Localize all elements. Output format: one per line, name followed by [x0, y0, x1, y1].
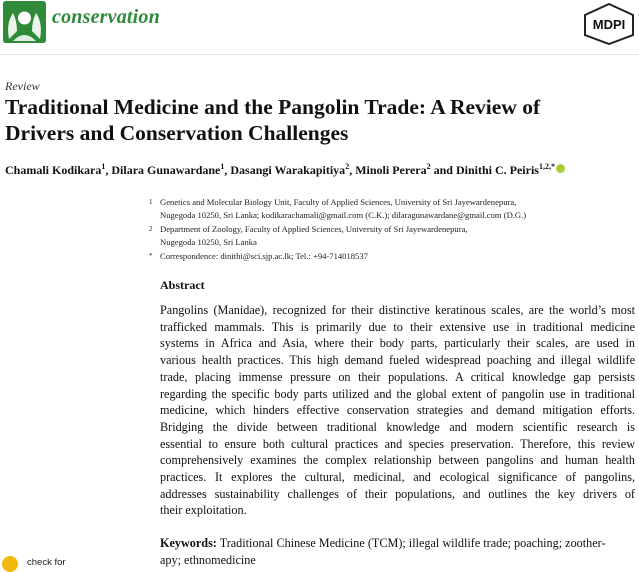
abstract-line: practices. It explores the cultural, medicinal, and ecological significance of pangolins, — [160, 470, 635, 485]
author-affiliation: 1,2,* — [538, 162, 555, 171]
check-for-updates-label[interactable]: check for — [27, 557, 66, 568]
keywords-line: apy; ethnomedicine — [160, 552, 256, 567]
author-affiliation: 1 — [220, 162, 225, 171]
affiliation — [149, 223, 468, 248]
affiliation-number: * — [149, 252, 153, 260]
article-title-line: Drivers and Conservation Challenges — [5, 121, 349, 145]
author-separator: and — [430, 163, 456, 177]
orcid-icon[interactable] — [556, 164, 565, 173]
abstract-body — [160, 302, 635, 519]
author-affiliation: 2 — [345, 162, 350, 171]
abstract-line: their exploitation. — [160, 503, 247, 518]
affiliation-number: 2 — [149, 225, 153, 233]
affiliation-line: Nugegoda 10250, Sri Lanka — [160, 236, 257, 247]
abstract-line: systems in Africa and Asia, where their body parts, particularly their scales, are used in — [160, 336, 635, 351]
abstract-line: Pangolins (Manidae), recognized for their distinctive keratinous scales, are the world’s most — [160, 303, 635, 317]
keywords-label: Keywords: — [160, 536, 217, 550]
keywords — [160, 535, 635, 568]
abstract-line: essential to ensure both cultural practices and species preservation. Therefore, this review — [160, 436, 635, 451]
abstract-line: addresses sustainability challenges of their populations, and outlines the key drivers of — [160, 486, 635, 501]
affiliation-number: 1 — [149, 198, 153, 206]
article-type: Review — [5, 79, 40, 93]
abstract-heading: Abstract — [160, 278, 205, 292]
abstract-line: Bridging the divide between traditional knowledge and modern scientific research is — [160, 419, 635, 434]
conservation-journal-logo-icon — [3, 1, 46, 43]
abstract-line: comprehensively examines the complex relationship between pangolins and human health — [160, 453, 635, 468]
abstract-line: trade, placing immense pressure on their populations. A critical knowledge gap persists — [160, 369, 635, 384]
publisher-name: MDPI — [592, 17, 626, 32]
affiliation-line: Genetics and Molecular Biology Unit, Faculty of Applied Sciences, University of Sri Jayewardenepura, — [160, 197, 517, 207]
author-name[interactable]: Dasangi Warakapitiya — [230, 163, 346, 177]
author-separator: , — [349, 163, 356, 177]
header-divider — [0, 54, 639, 55]
author-affiliation: 2 — [426, 162, 431, 171]
mdpi-logo-icon — [583, 3, 635, 45]
author-name[interactable]: Minoli Perera — [355, 163, 427, 177]
abstract-line: various health practices. This high demand fueled widespread poaching and illegal wildlife — [160, 353, 635, 368]
author-name[interactable]: Chamali Kodikara — [5, 163, 102, 177]
author-affiliation: 1 — [101, 162, 106, 171]
abstract-line: medicine, which hinders effective conservation strategies and demand mitigation efforts. — [160, 403, 635, 418]
author-name[interactable]: Dinithi C. Peiris — [455, 163, 539, 177]
article-title — [5, 94, 635, 146]
check-for-updates-icon[interactable] — [2, 556, 18, 572]
abstract-line: regarding the specific body parts utilized and the global extent of pangolin use in traditional — [160, 386, 635, 401]
author-list — [5, 162, 565, 178]
author-separator: , — [224, 163, 231, 177]
journal-name: conservation — [52, 6, 160, 28]
author-separator: , — [105, 163, 112, 177]
correspondence — [149, 250, 368, 263]
keywords-line: Traditional Chinese Medicine (TCM); illegal wildlife trade; poaching; zoother- — [219, 536, 606, 550]
abstract-line: trafficked mammals. This is primarily due to their extensive use in traditional medicine — [160, 319, 635, 334]
affiliation-line: Nugegoda 10250, Sri Lanka; kodikarachamali@gmail.com (C.K.); dilaragunawardane@gmail.com (D.G.) — [160, 209, 527, 220]
article-title-line: Traditional Medicine and the Pangolin Trade: A Review of — [5, 95, 541, 119]
affiliation-line: Department of Zoology, Faculty of Applied Sciences, University of Sri Jayewardenepura, — [160, 224, 468, 234]
affiliation — [149, 196, 527, 221]
author-name[interactable]: Dilara Gunawardane — [111, 163, 221, 177]
correspondence-line: Correspondence: dinithi@sci.sjp.ac.lk; Tel.: +94-714018537 — [160, 251, 368, 261]
